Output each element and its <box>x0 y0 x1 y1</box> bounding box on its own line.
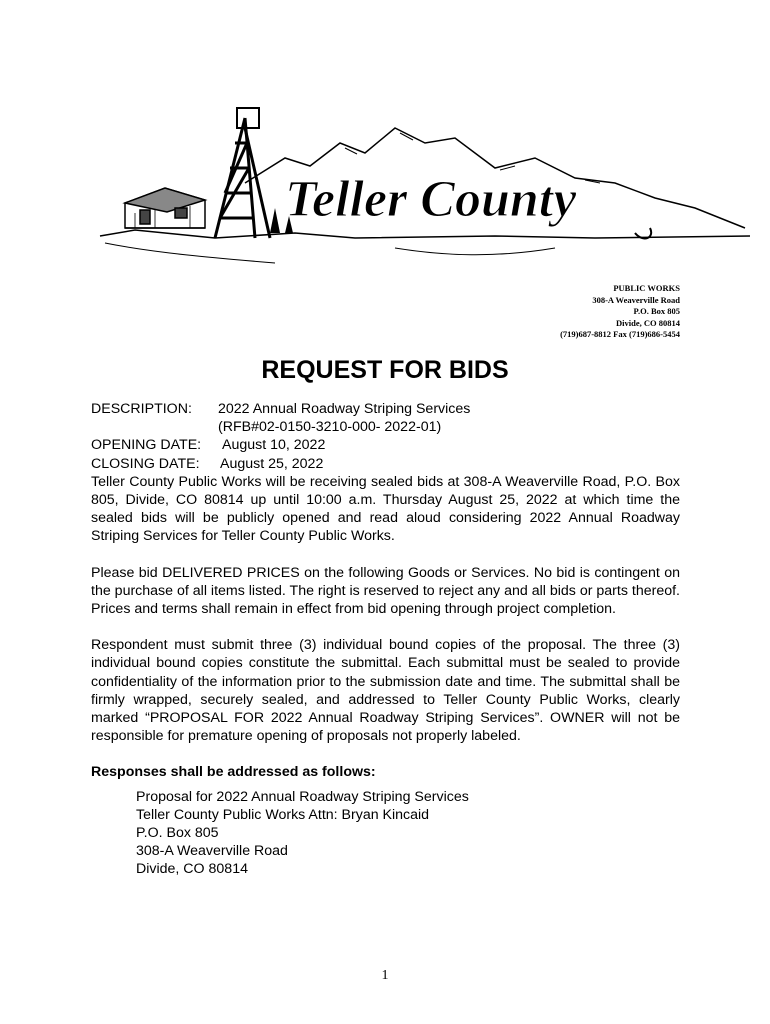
responses-heading: Responses shall be addressed as follows: <box>91 764 376 781</box>
address-line: (719)687-8812 Fax (719)686-5454 <box>560 329 680 339</box>
response-address-line: P.O. Box 805 <box>136 825 219 842</box>
paragraph-delivered-prices: Please bid DELIVERED PRICES on the following Goods or Services. No bid is contingent on the purchase of all items listed. The right is reserved to reject any and all bids or parts thereof. Prices and terms shall remain in effect from bid opening through project completion. <box>91 564 680 618</box>
response-address-line: 308-A Weaverville Road <box>136 843 288 860</box>
response-address <box>91 788 680 879</box>
closing-date-value: August 25, 2022 <box>220 455 324 472</box>
closing-date-row <box>91 455 680 473</box>
department-address <box>560 283 680 341</box>
response-address-line: Teller County Public Works Attn: Bryan Kincaid <box>136 806 430 823</box>
response-address-line: Divide, CO 80814 <box>136 861 248 878</box>
opening-date-label: OPENING DATE: <box>91 437 202 454</box>
description-row <box>91 400 680 418</box>
page-number: 1 <box>381 968 389 983</box>
address-line: P.O. Box 805 <box>633 306 680 316</box>
opening-date-row <box>91 436 680 454</box>
description-label: DESCRIPTION: <box>91 401 192 417</box>
document-body <box>91 400 680 879</box>
opening-date-value: August 10, 2022 <box>222 437 326 454</box>
response-address-line: Proposal for 2022 Annual Roadway Striping Services <box>136 788 469 805</box>
address-line: 308-A Weaverville Road <box>592 294 680 305</box>
paragraph-submittal: Respondent must submit three (3) individual bound copies of the proposal. The three (3) individual bound copies constitute the submittal. Each submittal must be sealed to provide confidentiality of the information prior to the submission date and time. The submittal shall be firmly wrapped, securely sealed, and addressed to Teller County Public Works, clearly marked “PROPOSAL FOR 2022 Annual Roadway Striping Services”. OWNER will not be responsible for premature opening of proposals not properly labeled. <box>91 637 680 745</box>
address-line: PUBLIC WORKS <box>613 283 680 293</box>
document-title: REQUEST FOR BIDS <box>261 356 509 384</box>
description-rfb: (RFB#02-0150-3210-000- 2022-01) <box>218 419 442 436</box>
teller-county-logo <box>95 88 755 278</box>
paragraph-intro: Teller County Public Works will be receiving sealed bids at 308-A Weaverville Road, P.O. Box 805, Divide, CO 80814 up until 10:00 a.m. Thursday August 25, 2022 at which time the sealed bids will be publicly opened and read aloud considering 2022 Annual Roadway Striping Services for Teller County Public Works. <box>91 473 680 545</box>
address-line: Divide, CO 80814 <box>616 317 680 328</box>
logo-lettering: Teller County <box>285 171 577 228</box>
description-value: 2022 Annual Roadway Striping Services <box>218 401 471 417</box>
closing-date-label: CLOSING DATE: <box>91 455 200 472</box>
